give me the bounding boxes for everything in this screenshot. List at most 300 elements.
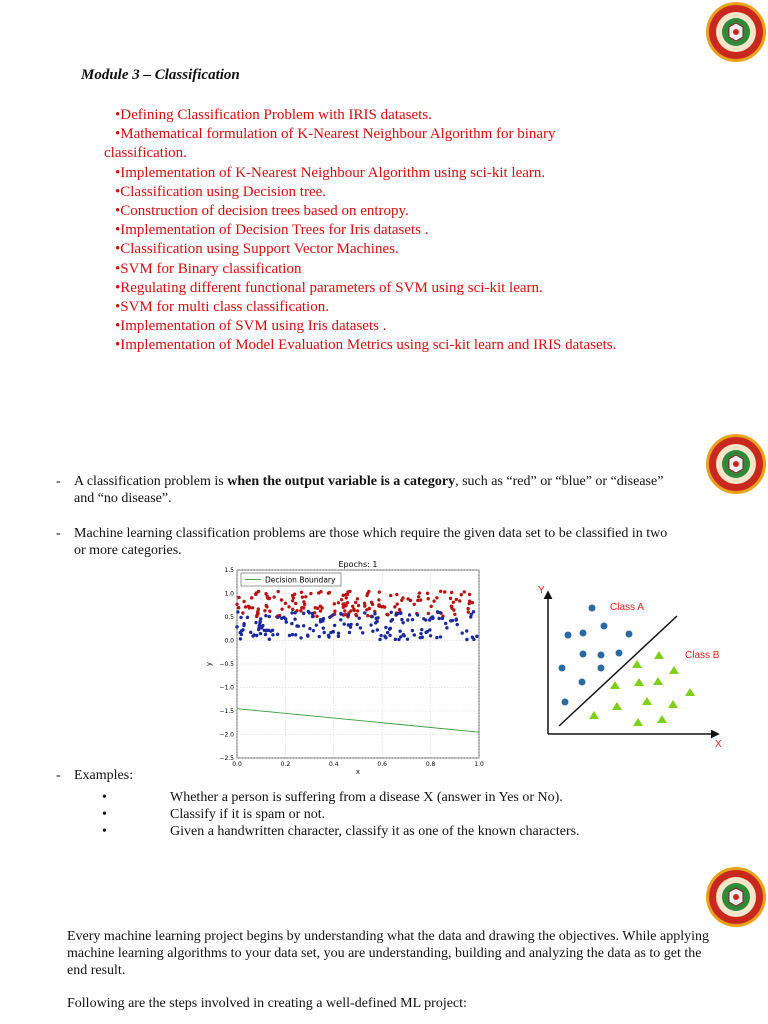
red-point <box>449 597 452 600</box>
blue-point <box>302 624 305 627</box>
y-tick-label: 0.5 <box>224 614 234 621</box>
blue-point <box>308 627 311 630</box>
red-point <box>378 590 381 593</box>
blue-point <box>375 617 378 620</box>
red-point <box>237 606 240 609</box>
red-point <box>291 599 294 602</box>
blue-point <box>394 638 397 641</box>
blue-point <box>242 622 245 625</box>
red-point <box>257 607 260 610</box>
red-point <box>426 592 429 595</box>
blue-point <box>249 631 252 634</box>
red-point <box>466 607 469 610</box>
red-point <box>413 603 416 606</box>
blue-point <box>311 612 314 615</box>
blue-point <box>322 626 325 629</box>
blue-point <box>394 613 397 616</box>
red-point <box>427 597 430 600</box>
x-tick-label: 0.4 <box>329 761 339 768</box>
y-tick-label: −1.0 <box>219 684 234 692</box>
red-point <box>396 602 399 605</box>
red-point <box>383 605 386 608</box>
definition-post: , such as “red” or “blue” or “disease” <box>455 474 664 489</box>
class-a-point <box>598 652 605 659</box>
red-point <box>463 590 466 593</box>
red-point <box>237 596 240 599</box>
class-b-point <box>634 678 644 686</box>
topic-item: •SVM for multi class classification. <box>115 299 329 316</box>
blue-point <box>269 629 272 632</box>
red-point <box>254 593 257 596</box>
blue-point <box>240 633 243 636</box>
blue-point <box>327 634 330 637</box>
red-point <box>241 611 244 614</box>
blue-point <box>420 628 423 631</box>
blue-point <box>268 615 271 618</box>
class-a-point <box>559 665 566 672</box>
red-point <box>256 612 259 615</box>
x-tick-label: 1.0 <box>474 761 484 768</box>
red-point <box>272 595 275 598</box>
blue-point <box>348 631 351 634</box>
examples-label: Examples: <box>74 768 134 783</box>
blue-point <box>397 638 400 641</box>
class-b-points <box>589 651 695 726</box>
red-point <box>294 602 297 605</box>
y-tick-label: −0.5 <box>219 661 234 668</box>
topic-item: •Classification using Support Vector Machines. <box>115 241 399 258</box>
red-point <box>319 590 322 593</box>
red-point <box>264 592 267 595</box>
class-b-point <box>642 697 652 705</box>
blue-point <box>293 611 296 614</box>
blue-point <box>439 635 442 638</box>
topic-item: •Construction of decision trees based on entropy. <box>115 203 409 220</box>
red-point <box>453 613 456 616</box>
intro-line: Every machine learning project begins by understanding what the data and drawing the objectives. While applying <box>67 929 709 944</box>
blue-point <box>403 634 406 637</box>
blue-point <box>401 621 404 624</box>
blue-point <box>416 613 419 616</box>
red-point <box>395 593 398 596</box>
red-point <box>300 591 303 594</box>
legend-label: Decision Boundary <box>265 575 336 585</box>
red-point <box>284 602 287 605</box>
blue-point <box>254 621 257 624</box>
class-a-points <box>559 605 633 706</box>
blue-point <box>475 635 478 638</box>
blue-point <box>294 633 297 636</box>
blue-point <box>264 629 267 632</box>
class-a-point <box>580 651 587 658</box>
red-point <box>435 596 438 599</box>
red-point <box>389 594 392 597</box>
topic-item: •Implementation of SVM using Iris datasets . <box>115 318 387 335</box>
red-point <box>337 601 340 604</box>
blue-point <box>419 632 422 635</box>
red-point <box>377 603 380 606</box>
blue-point <box>411 618 414 621</box>
red-point <box>450 606 453 609</box>
blue-point <box>379 634 382 637</box>
y-tick-label: 0.0 <box>224 637 234 645</box>
blue-point <box>347 613 350 616</box>
blue-point <box>293 617 296 620</box>
explanation-line1: Machine learning classification problems are those which require the given data set to be classified in two <box>74 526 668 541</box>
bullet-marker: • <box>102 790 107 805</box>
blue-point <box>465 629 468 632</box>
blue-point <box>421 636 424 639</box>
red-point <box>468 600 471 603</box>
plot-title: Epochs: 1 <box>338 560 378 569</box>
red-point <box>301 595 304 598</box>
class-b-point <box>632 660 642 668</box>
blue-point <box>471 636 474 639</box>
blue-point <box>378 638 381 641</box>
red-point <box>354 613 357 616</box>
class-b-point <box>589 711 599 719</box>
red-point <box>367 590 370 593</box>
blue-point <box>285 620 288 623</box>
class-b-point <box>653 677 663 685</box>
red-point <box>416 599 419 602</box>
dash-marker: - <box>56 474 61 489</box>
topic-item: •Regulating different functional parameters of SVM using sci-kit learn. <box>115 279 543 296</box>
red-point <box>354 601 357 604</box>
red-point <box>346 601 349 604</box>
red-point <box>309 592 312 595</box>
red-point <box>450 591 453 594</box>
red-point <box>244 605 247 608</box>
red-point <box>333 602 336 605</box>
classification-explanation <box>74 525 734 559</box>
blue-point <box>411 629 414 632</box>
blue-point <box>239 637 242 640</box>
class-a-point <box>626 631 633 638</box>
blue-point <box>383 635 386 638</box>
blue-point <box>389 627 392 630</box>
blue-point <box>408 613 411 616</box>
red-point <box>343 609 346 612</box>
red-point <box>304 595 307 598</box>
blue-point <box>445 626 448 629</box>
blue-point <box>276 633 279 636</box>
blue-point <box>456 623 459 626</box>
class-b-point <box>610 681 620 689</box>
bullet-marker: • <box>102 824 107 839</box>
blue-point <box>358 616 361 619</box>
red-point <box>352 607 355 610</box>
blue-point <box>422 617 425 620</box>
x-tick-label: 0.6 <box>377 761 387 768</box>
x-axis-letter: X <box>715 739 722 750</box>
red-point <box>460 593 463 596</box>
red-point <box>287 605 290 608</box>
blue-point <box>236 610 239 613</box>
class-a-label: Class A <box>610 602 644 613</box>
red-point <box>302 606 305 609</box>
y-tick-label: 1.0 <box>224 590 234 598</box>
blue-point <box>339 618 342 621</box>
explanation-line2: or more categories. <box>74 543 182 558</box>
blue-point <box>290 611 293 614</box>
bullet-marker: • <box>102 807 107 822</box>
red-point <box>467 610 470 613</box>
blue-point <box>455 618 458 621</box>
red-point <box>257 590 260 593</box>
class-b-point <box>633 718 643 726</box>
class-b-label: Class B <box>685 650 720 661</box>
class-a-point <box>562 699 569 706</box>
red-point <box>265 605 268 608</box>
class-b-point <box>654 651 664 659</box>
blue-point <box>337 632 340 635</box>
red-point <box>315 615 318 618</box>
definition-bold: when the output variable is a category <box>227 474 456 489</box>
blue-point <box>241 628 244 631</box>
classification-definition <box>74 473 714 507</box>
blue-point <box>435 636 438 639</box>
red-point <box>327 591 330 594</box>
blue-point <box>361 631 364 634</box>
blue-point <box>332 630 335 633</box>
class-b-point <box>669 666 679 674</box>
blue-point <box>413 633 416 636</box>
red-point <box>366 614 369 617</box>
red-point <box>340 598 343 601</box>
dash-marker: - <box>56 526 61 541</box>
blue-point <box>280 617 283 620</box>
blue-point <box>349 623 352 626</box>
blue-point <box>268 638 271 641</box>
red-point <box>268 610 271 613</box>
red-point <box>250 596 253 599</box>
blue-point <box>339 612 342 615</box>
blue-point <box>328 616 331 619</box>
blue-point <box>337 635 340 638</box>
blue-point <box>264 614 267 617</box>
red-point <box>263 609 266 612</box>
blue-point <box>399 612 402 615</box>
red-point <box>356 597 359 600</box>
red-point <box>316 607 319 610</box>
class-b-point <box>612 702 622 710</box>
x-axis-label: x <box>355 768 361 776</box>
red-point <box>401 596 404 599</box>
steps-heading: Following are the steps involved in creating a well-defined ML project: <box>67 996 467 1011</box>
blue-point <box>343 622 346 625</box>
university-logo <box>705 866 767 928</box>
red-point <box>377 598 380 601</box>
red-point <box>430 605 433 608</box>
blue-point <box>465 638 468 641</box>
class-a-point <box>589 605 596 612</box>
blue-point <box>312 629 315 632</box>
university-logo <box>705 433 767 495</box>
blue-point <box>264 633 267 636</box>
topic-item: •SVM for Binary classification <box>115 260 302 277</box>
red-point <box>235 603 238 606</box>
blue-point <box>259 617 262 620</box>
topic-list <box>104 106 724 356</box>
red-point <box>248 606 251 609</box>
blue-point <box>295 624 298 627</box>
blue-point <box>276 615 279 618</box>
red-point <box>443 590 446 593</box>
class-b-point <box>657 715 667 723</box>
red-point <box>342 606 345 609</box>
blue-point <box>406 618 409 621</box>
x-tick-label: 0.2 <box>280 761 291 768</box>
blue-point <box>429 634 432 637</box>
red-point <box>458 599 461 602</box>
red-point <box>357 604 360 607</box>
blue-point <box>391 618 394 621</box>
blue-point <box>369 623 372 626</box>
red-point <box>365 608 368 611</box>
red-point <box>363 602 366 605</box>
definition-line2: and “no disease”. <box>74 491 172 506</box>
blue-point <box>388 634 391 637</box>
dash-marker: - <box>56 768 61 783</box>
red-point <box>432 599 435 602</box>
blue-point <box>437 617 440 620</box>
blue-point <box>331 613 334 616</box>
topic-item: •Implementation of Model Evaluation Metrics using sci-kit learn and IRIS datasets. <box>115 337 617 354</box>
red-point <box>345 596 348 599</box>
red-point <box>319 609 322 612</box>
blue-point <box>271 633 274 636</box>
red-point <box>341 602 344 605</box>
blue-point <box>449 619 452 622</box>
blue-point <box>302 612 305 615</box>
y-axis-letter: Y <box>538 585 545 596</box>
topic-item: •Implementation of Decision Trees for Iris datasets . <box>115 222 429 239</box>
class-a-point <box>601 623 608 630</box>
blue-point <box>307 610 310 613</box>
intro-line: machine learning algorithms to your data set, you are understanding, building and analyzing the data as to get the <box>67 946 702 961</box>
x-tick-label: 0.0 <box>232 761 242 768</box>
red-point <box>439 590 442 593</box>
red-point <box>348 590 351 593</box>
class-a-point <box>579 679 586 686</box>
blue-point <box>390 611 393 614</box>
red-point <box>267 597 270 600</box>
blue-point <box>441 617 444 620</box>
blue-point <box>472 610 475 613</box>
red-point <box>370 601 373 604</box>
red-point <box>468 593 471 596</box>
blue-point <box>373 612 376 615</box>
ml-project-intro <box>67 928 737 979</box>
topic-item: •Mathematical formulation of K-Nearest Neighbour Algorithm for binary <box>115 126 556 143</box>
topic-item: •Implementation of K-Nearest Neighbour Algorithm using sci-kit learn. <box>115 164 546 181</box>
blue-point <box>318 635 321 638</box>
blue-point <box>371 615 374 618</box>
red-point <box>427 612 430 615</box>
blue-point <box>321 619 324 622</box>
blue-point <box>251 634 254 637</box>
blue-point <box>371 630 374 633</box>
red-point <box>393 605 396 608</box>
blue-point <box>444 622 447 625</box>
class-a-point <box>565 632 572 639</box>
red-point <box>302 600 305 603</box>
class-b-point <box>668 700 678 708</box>
red-point <box>333 610 336 613</box>
blue-point <box>406 637 409 640</box>
blue-point <box>239 616 242 619</box>
blue-point <box>306 633 309 636</box>
red-point <box>277 590 280 593</box>
example-text: Whether a person is suffering from a disease X (answer in Yes or No). <box>170 790 563 805</box>
blue-point <box>375 620 378 623</box>
blue-point <box>460 631 463 634</box>
red-point <box>409 599 412 602</box>
blue-point <box>359 626 362 629</box>
y-tick-label: 1.5 <box>224 567 234 574</box>
red-point <box>242 600 245 603</box>
red-point <box>280 607 283 610</box>
blue-point <box>425 630 428 633</box>
blue-point <box>355 623 358 626</box>
topic-item: •Defining Classification Problem with IRIS datasets. <box>115 107 432 123</box>
red-point <box>292 596 295 599</box>
red-point <box>251 606 254 609</box>
example-text: Given a handwritten character, classify it as one of the known characters. <box>170 824 580 839</box>
y-tick-label: −2.5 <box>219 755 234 762</box>
red-point <box>344 593 347 596</box>
blue-point <box>428 618 431 621</box>
blue-point <box>315 623 318 626</box>
x-tick-label: 0.8 <box>425 761 436 768</box>
blue-point <box>299 636 302 639</box>
red-point <box>385 613 388 616</box>
blue-point <box>386 631 389 634</box>
blue-point <box>376 628 379 631</box>
y-tick-label: −1.5 <box>219 708 234 715</box>
y-tick-label: −2.0 <box>219 731 234 739</box>
blue-point <box>400 618 403 621</box>
definition-pre: A classification problem is <box>74 474 228 489</box>
blue-point <box>363 611 366 614</box>
intro-line: end result. <box>67 963 126 978</box>
university-logo <box>705 1 767 63</box>
red-point <box>356 609 359 612</box>
blue-point <box>439 611 442 614</box>
red-point <box>417 595 420 598</box>
red-point <box>452 601 455 604</box>
red-point <box>418 591 421 594</box>
topic-item: •Classification using Decision tree. <box>115 183 327 200</box>
blue-point <box>290 622 293 625</box>
red-point <box>398 608 401 611</box>
class-a-point <box>580 630 587 637</box>
blue-point <box>322 631 325 634</box>
red-point <box>280 598 283 601</box>
topic-item: classification. <box>104 145 187 162</box>
blue-point <box>259 632 262 635</box>
class-b-point <box>685 688 695 696</box>
blue-point <box>311 615 314 618</box>
blue-point <box>384 626 387 629</box>
blue-point <box>398 630 401 633</box>
red-point <box>299 609 302 612</box>
blue-point <box>291 633 294 636</box>
class-a-point <box>598 665 605 672</box>
svm-class-diagram <box>532 578 732 753</box>
blue-point <box>333 624 336 627</box>
